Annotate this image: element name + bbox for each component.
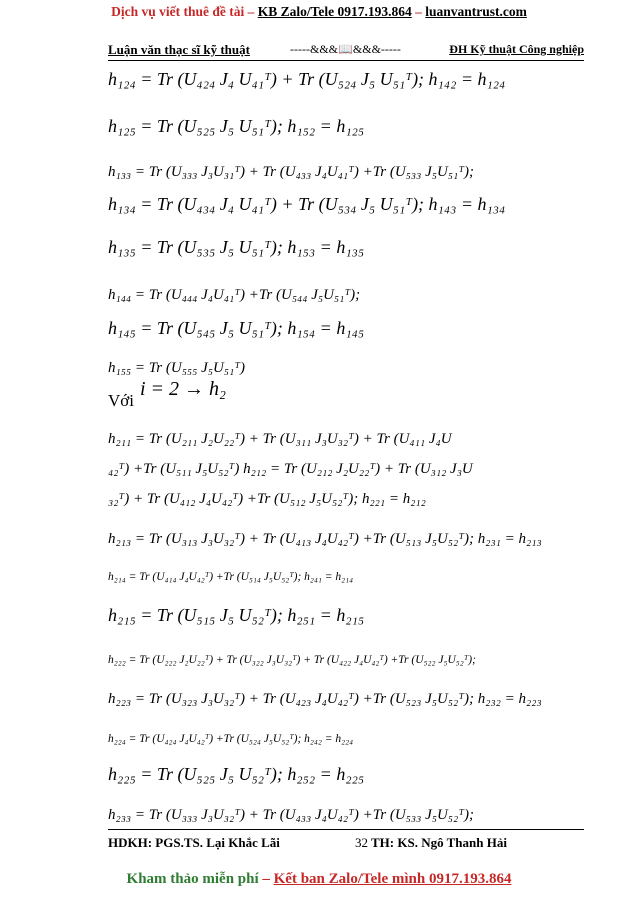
footer-advisor: HDKH: PGS.TS. Lại Khắc Lãi [108, 835, 280, 850]
equation-h223: h₂₂₃ = Tr (U₃₂₃ J₃U₃₂ᵀ) + Tr (U₄₂₃ J₄U₄₂ᵀ) +Tr (U₅₂₃ J₅U₅₂ᵀ); h₂₃₂ = h₂₂₃ [108, 691, 542, 707]
bottom-banner [0, 871, 638, 888]
footer-divider [108, 829, 584, 830]
equation-h212-cont: ₃₂ᵀ) + Tr (U₄₁₂ J₄U₄₂ᵀ) +Tr (U₅₁₂ J₅U₅₂ᵀ); h₂₂₁ = h₂₁₂ [108, 491, 426, 507]
equation-h214: h₂₁₄ = Tr (U₄₁₄ J₄U₄₂ᵀ) +Tr (U₅₁₄ J₅U₅₂ᵀ); h₂₄₁ = h₂₁₄ [108, 571, 354, 583]
top-banner [0, 4, 638, 20]
top-banner-service-text: Dịch vụ viết thuê đề tài – [111, 4, 258, 19]
equation-h155: h₁₅₅ = Tr (U₅₅₅ J₅U₅₁ᵀ) [108, 360, 246, 376]
top-banner-contact-link[interactable]: KB Zalo/Tele 0917.193.864 [257, 4, 412, 19]
page-header [108, 38, 584, 61]
header-thesis-title: Luận văn thạc sĩ kỹ thuật [108, 42, 250, 57]
equation-h222: h₂₂₂ = Tr (U₂₂₂ J₂U₂₂ᵀ) + Tr (U₃₂₂ J₃U₃₂ᵀ) + Tr (U₄₂₂ J₄U₄₂ᵀ) +Tr (U₅₂₂ J₅U₅₂ᵀ); [108, 654, 476, 666]
bottom-banner-free-text: Kham thảo miễn phí [126, 871, 259, 887]
equation-h215: h₂₁₅ = Tr (U₅₁₅ J₅ U₅₂ᵀ); h₂₅₁ = h₂₁₅ [108, 605, 365, 625]
equation-h133: h₁₃₃ = Tr (U₃₃₃ J₃U₃₁ᵀ) + Tr (U₄₃₃ J₄U₄₁ᵀ) +Tr (U₅₃₃ J₅U₅₁ᵀ); [108, 164, 474, 180]
equation-h144: h₁₄₄ = Tr (U₄₄₄ J₄U₄₁ᵀ) +Tr (U₅₄₄ J₅U₅₁ᵀ); [108, 287, 361, 303]
bottom-banner-separator: – [258, 871, 274, 887]
top-banner-separator: – [411, 4, 426, 19]
voi-label: Với [108, 391, 134, 410]
header-university: ĐH Kỹ thuật Công nghiệp [449, 42, 584, 56]
equation-h145: h₁₄₅ = Tr (U₅₄₅ J₅ U₅₁ᵀ); h₁₅₄ = h₁₄₅ [108, 318, 365, 338]
equation-h134: h₁₃₄ = Tr (U₄₃₄ J₄ U₄₁ᵀ) + Tr (U₅₃₄ J₅ U₅₁ᵀ); h₁₄₃ = h₁₃₄ [108, 194, 506, 214]
bottom-banner-contact-link[interactable]: Kết ban Zalo/Tele mình 0917.193.864 [273, 871, 512, 887]
equation-h212-line: ₄₂ᵀ) +Tr (U₅₁₁ J₅U₅₂ᵀ) h₂₁₂ = Tr (U₂₁₂ J₂U₂₂ᵀ) + Tr (U₃₁₂ J₃U [108, 461, 473, 477]
equation-h233: h₂₃₃ = Tr (U₃₃₃ J₃U₃₂ᵀ) + Tr (U₄₃₃ J₄U₄₂ᵀ) +Tr (U₅₃₃ J₅U₅₂ᵀ); [108, 807, 474, 823]
page-number: 32 [355, 835, 368, 850]
equation-h224: h₂₂₄ = Tr (U₄₂₄ J₄U₄₂ᵀ) +Tr (U₅₂₄ J₅U₅₂ᵀ); h₂₄₂ = h₂₂₄ [108, 733, 354, 745]
voi-expression: i = 2 → h₂ [140, 378, 227, 400]
equation-h211: h₂₁₁ = Tr (U₂₁₁ J₂U₂₂ᵀ) + Tr (U₃₁₁ J₃U₃₂ᵀ) + Tr (U₄₁₁ J₄U [108, 431, 452, 447]
equation-h125: h₁₂₅ = Tr (U₅₂₅ J₅ U₅₁ᵀ); h₁₅₂ = h₁₂₅ [108, 116, 365, 136]
equation-h135: h₁₃₅ = Tr (U₅₃₅ J₅ U₅₁ᵀ); h₁₅₃ = h₁₃₅ [108, 237, 365, 257]
top-banner-website-link[interactable]: luanvantrust.com [425, 4, 527, 19]
equation-h225: h₂₂₅ = Tr (U₅₂₅ J₅ U₅₂ᵀ); h₂₅₂ = h₂₂₅ [108, 764, 365, 784]
equation-h124: h₁₂₄ = Tr (U₄₂₄ J₄ U₄₁ᵀ) + Tr (U₅₂₄ J₅ U₅₁ᵀ); h₁₄₂ = h₁₂₄ [108, 69, 506, 89]
header-ornament: -----&&&📖&&&----- [290, 42, 401, 56]
equation-h213: h₂₁₃ = Tr (U₃₁₃ J₃U₃₂ᵀ) + Tr (U₄₁₃ J₄U₄₂ᵀ) +Tr (U₅₁₃ J₅U₅₂ᵀ); h₂₃₁ = h₂₁₃ [108, 531, 542, 547]
footer-author: TH: KS. Ngô Thanh Hải [371, 835, 507, 850]
